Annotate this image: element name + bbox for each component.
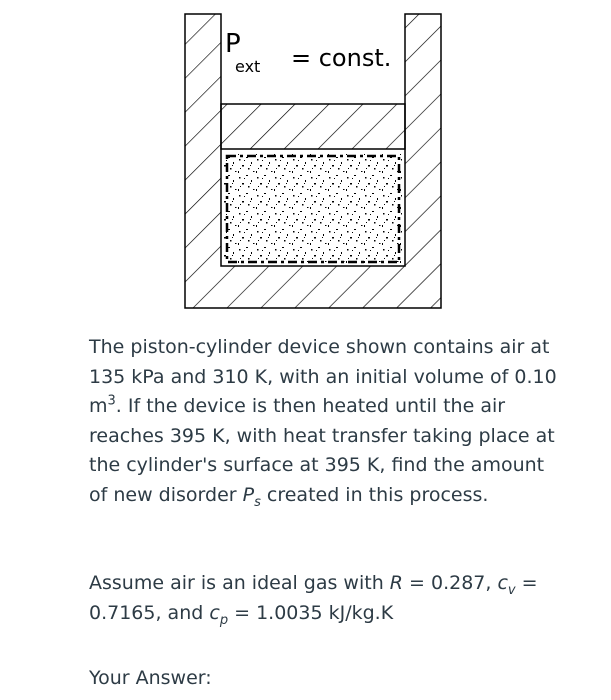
variable-r: R xyxy=(389,572,403,594)
problem-statement: The piston-cylinder device shown contains air at 135 kPa and 310 K, with an initial volume of 0.10 $m^3$. If the device is then heated until the air reaches 395 K, with heat transfer taking place at the cylinder's surface at 395 K, find the amount of new disorder $P_s$ created in this process. xyxy=(89,336,557,510)
pext-label-p: P xyxy=(225,29,241,59)
piston xyxy=(221,104,405,149)
assumption-statement: Assume air is an ideal gas with R = 0.287, $c_v = 0.7165$, and $c_p = 1.0035$ kJ/kg.K xyxy=(89,572,538,628)
const-label: = const. xyxy=(291,44,392,72)
variable-p: P xyxy=(242,483,255,506)
variable-cp: c xyxy=(209,601,220,624)
pext-label-ext: ext xyxy=(235,57,261,76)
air-gas xyxy=(224,154,402,264)
piston-cylinder-figure xyxy=(183,12,443,312)
variable-cv: c xyxy=(497,572,508,594)
your-answer-label: Your Answer: xyxy=(89,667,212,689)
